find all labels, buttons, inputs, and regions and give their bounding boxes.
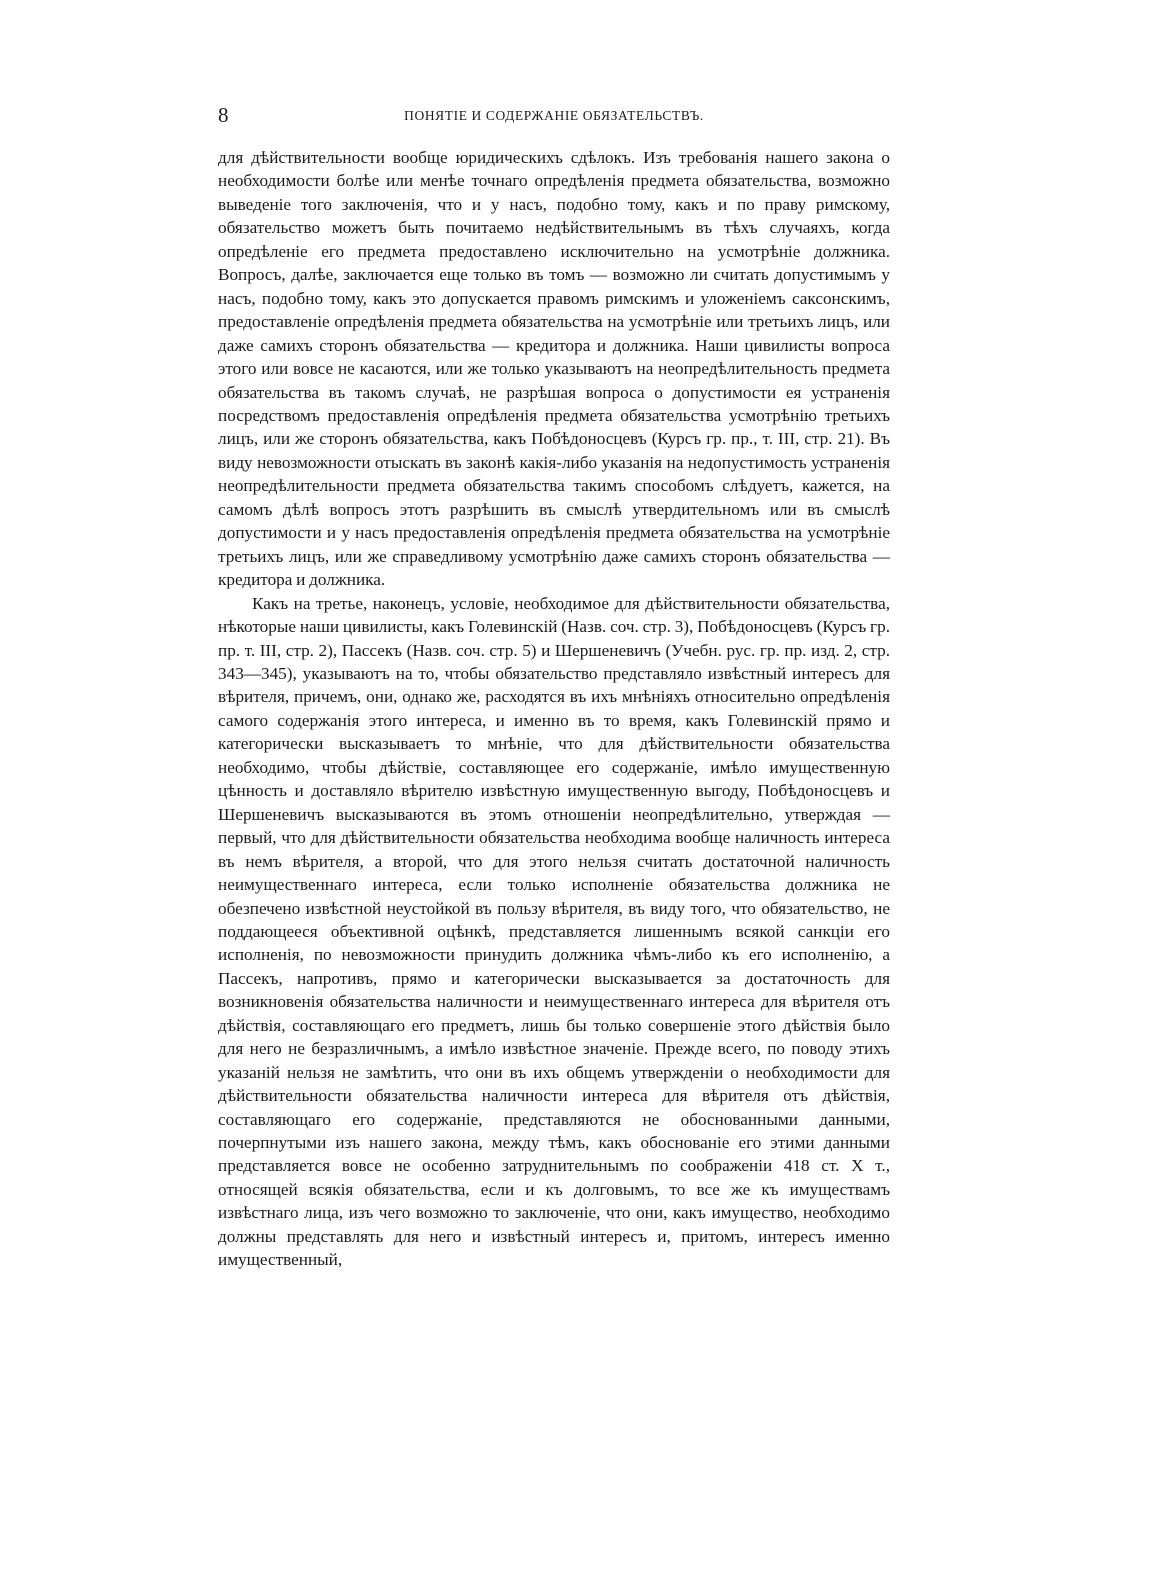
- body-text: [218, 146, 890, 1272]
- paragraph-continued: для дѣйствительности вообще юридическихъ сдѣлокъ. Изъ требованія нашего закона о необходимости болѣе или менѣе точнаго опредѣленія предмета обязательства, возможно выведеніе того заключенія, что и у насъ, подобно тому, какъ и по праву римскому, обязательство можетъ быть почитаемо недѣйствительнымъ въ тѣхъ случаяхъ, когда опредѣленіе его предмета предоставлено исключительно на усмотрѣніе должника. Вопросъ, далѣе, заключается еще только въ томъ — возможно ли считать допустимымъ у насъ, подобно тому, какъ это допускается правомъ римскимъ и уложеніемъ саксонскимъ, предоставленіе опредѣленія предмета обязательства на усмотрѣніе или третьихъ лицъ, или даже самихъ сторонъ обязательства — кредитора и должника. Наши цивилисты вопроса этого или вовсе не касаются, или же только указываютъ на неопредѣлительность предмета обязательства въ такомъ случаѣ, не разрѣшая вопроса о допустимости ея устраненія посредствомъ предоставленія опредѣленія предмета обязательства усмотрѣнію третьихъ лицъ, или же сторонъ обязательства, какъ Побѣдоносцевъ (Курсъ гр. пр., т. III, стр. 21). Въ виду невозможности отыскать въ законѣ какія-либо указанія на недопустимость устраненія неопредѣлительности предмета обязательства такимъ способомъ слѣдуетъ, кажется, на самомъ дѣлѣ вопросъ этотъ разрѣшить въ смыслѣ утвердительномъ или въ смыслѣ допустимости и у насъ предоставленія опредѣленія предмета обязательства на усмотрѣніе третьихъ лицъ, или же справедливому усмотрѣнію даже самихъ сторонъ обязательства — кредитора и должника.: [218, 148, 890, 590]
- page-number: 8: [218, 103, 229, 127]
- paragraph-third-condition: Какъ на третье, наконецъ, условіе, необходимое для дѣйствительности обязательства, нѣкоторые наши цивилисты, какъ Голевинскій (Назв. соч. стр. 3), Побѣдоносцевъ (Курсъ гр. пр. т. III, стр. 2), Пассекъ (Назв. соч. стр. 5) и Шершеневичъ (Учебн. рус. гр. пр. изд. 2, стр. 343—345), указываютъ на то, чтобы обязательство представляло извѣстный интересъ для вѣрителя, причемъ, они, однако же, расходятся въ ихъ мнѣніяхъ относительно опредѣленія самого содержанія этого интереса, и именно въ то время, какъ Голевинскій прямо и категорически высказываетъ то мнѣніе, что для дѣйствительности обязательства необходимо, чтобы дѣйствіе, составляющее его содержаніе, имѣло имущественную цѣнность и доставляло вѣрителю извѣстную имущественную выгоду, Побѣдоносцевъ и Шершеневичъ высказываются въ этомъ отношеніи неопредѣлительно, утверждая — первый, что для дѣйствительности обязательства необходима вообще наличность интереса въ немъ вѣрителя, а второй, что для этого нельзя считать достаточной наличность неимущественнаго интереса, если только исполненіе обязательства должника не обезпечено извѣстной неустойкой въ пользу вѣрителя, въ виду того, что обязательство, не поддающееся объективной оцѣнкѣ, представляется лишеннымъ всякой санкціи его исполненія, по невозможности принудить должника чѣмъ-либо къ его исполненію, а Пассекъ, напротивъ, прямо и категорически высказывается за достаточность для возникновенія обязательства наличности и неимущественнаго интереса для вѣрителя отъ дѣйствія, составляющаго его предметъ, лишь бы только совершеніе этого дѣйствія было для него не безразличнымъ, а имѣло извѣстное значеніе. Прежде всего, по поводу этихъ указаній нельзя не замѣтить, что они въ ихъ общемъ утвержденіи о необходимости для дѣйствительности обязательства наличности интереса для вѣрителя отъ дѣйствія, составляющаго его содержаніе, представляются не обоснованными данными, почерпнутыми изъ нашего закона, между тѣмъ, какъ обоснованіе его этими данными представляется вовсе не особенно затруднительнымъ по соображеніи 418 ст. X т., относящей всякія обязательства, если и къ долговымъ, то все же къ имуществамъ извѣстнаго лица, изъ чего возможно то заключеніе, что они, какъ имущество, необходимо должны представлять для него и извѣстный интересъ и, притомъ, интересъ именно имущественный,: [218, 593, 890, 1270]
- page-header: [218, 102, 890, 130]
- running-head: ПОНЯТІЕ И СОДЕРЖАНІЕ ОБЯЗАТЕЛЬСТВЪ.: [404, 108, 704, 123]
